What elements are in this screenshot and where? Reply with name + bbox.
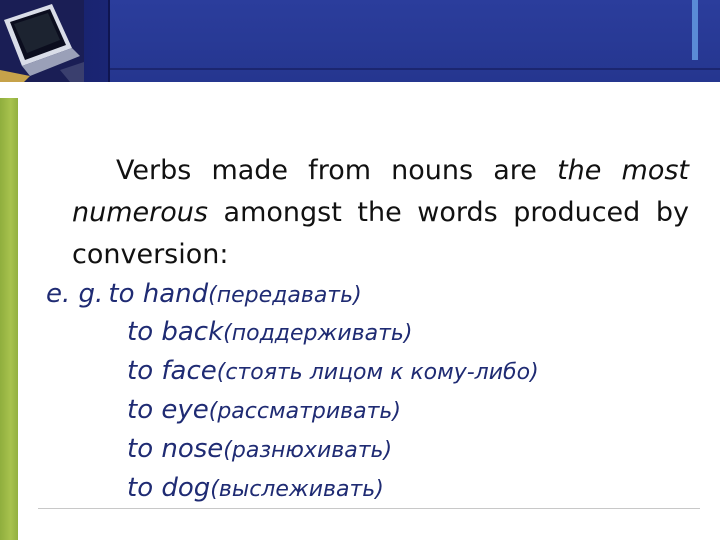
example-verb: to eye: [127, 395, 209, 425]
paragraph-text-start: Verbs made from nouns are: [116, 155, 537, 186]
example-gloss: (поддерживать): [223, 321, 413, 346]
header-vertical-divider: [108, 0, 110, 82]
example-verb: to face: [127, 356, 217, 386]
bottom-divider: [38, 508, 700, 509]
example-gloss: (разнюхивать): [223, 438, 393, 463]
paragraph-text-end: amongst the words produced by conversion:: [72, 197, 689, 270]
example-item: [127, 392, 401, 428]
example-gloss: (рассматривать): [208, 399, 401, 424]
example-gloss: (передавать): [208, 283, 362, 308]
example-item: [127, 353, 539, 389]
example-verb: to hand: [108, 279, 209, 309]
example-item: [127, 470, 384, 506]
example-item: [46, 276, 362, 312]
corner-image: [0, 0, 84, 82]
header-accent-bar: [692, 0, 698, 60]
example-verb: to dog: [127, 473, 211, 503]
example-verb: to nose: [127, 434, 224, 464]
left-accent-bar: [0, 98, 18, 540]
example-gloss: (стоять лицом к кому-либо): [216, 360, 539, 385]
example-item: [127, 431, 392, 467]
intro-paragraph: [72, 150, 689, 276]
example-item: [127, 314, 412, 350]
example-gloss: (выслеживать): [210, 477, 384, 502]
example-prefix: e. g.: [46, 279, 104, 309]
computer-monitor-icon: [0, 0, 84, 82]
paragraph-emphasis: the most numerous: [72, 155, 689, 228]
header-divider: [108, 68, 720, 70]
example-verb: to back: [127, 317, 224, 347]
